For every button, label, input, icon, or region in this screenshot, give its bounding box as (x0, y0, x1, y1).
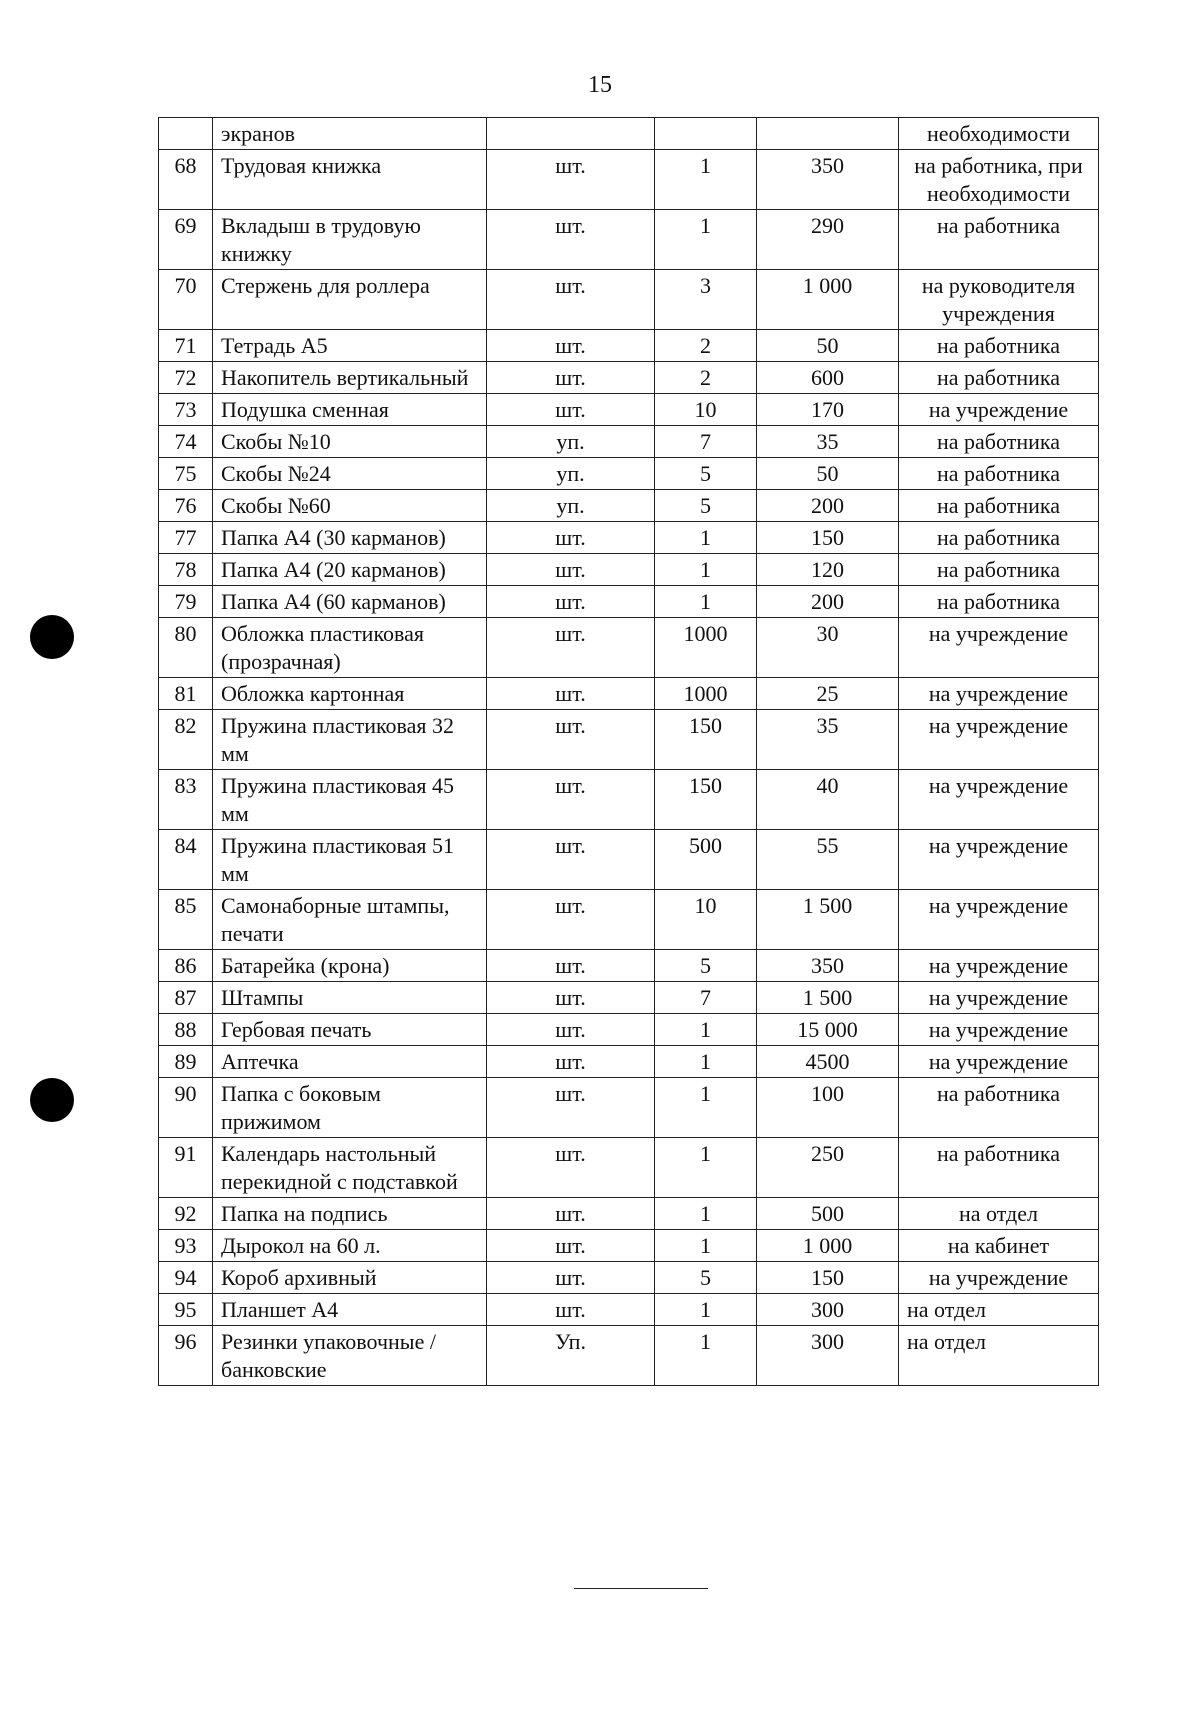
cell-note: на работника (899, 330, 1099, 362)
table-row (159, 150, 1099, 210)
table-row (159, 362, 1099, 394)
cell-item-name: Стержень для роллера (213, 270, 487, 330)
cell-item-name: Аптечка (213, 1046, 487, 1078)
cell-number: 93 (159, 1230, 213, 1262)
cell-quantity: 1 (655, 1326, 757, 1386)
cell-number: 71 (159, 330, 213, 362)
cell-item-name: Самонаборные штампы, печати (213, 890, 487, 950)
cell-quantity: 10 (655, 890, 757, 950)
cell-quantity: 1000 (655, 618, 757, 678)
cell-note: на работника (899, 522, 1099, 554)
cell-number: 94 (159, 1262, 213, 1294)
cell-number: 74 (159, 426, 213, 458)
cell-quantity: 2 (655, 330, 757, 362)
cell-item-name: Накопитель вертикальный (213, 362, 487, 394)
cell-price: 300 (757, 1294, 899, 1326)
table-row (159, 118, 1099, 150)
cell-quantity: 1 (655, 1046, 757, 1078)
table-row (159, 1262, 1099, 1294)
cell-price: 100 (757, 1078, 899, 1138)
cell-unit: шт. (487, 330, 655, 362)
cell-price: 1 500 (757, 890, 899, 950)
cell-note: на работника (899, 458, 1099, 490)
table-row (159, 1230, 1099, 1262)
table-row (159, 586, 1099, 618)
cell-number: 91 (159, 1138, 213, 1198)
cell-unit: уп. (487, 490, 655, 522)
cell-note: на кабинет (899, 1230, 1099, 1262)
cell-quantity: 150 (655, 710, 757, 770)
cell-number: 90 (159, 1078, 213, 1138)
cell-price: 50 (757, 330, 899, 362)
cell-price: 55 (757, 830, 899, 890)
cell-quantity: 1 (655, 1078, 757, 1138)
cell-number: 78 (159, 554, 213, 586)
table-row (159, 1326, 1099, 1386)
cell-number: 95 (159, 1294, 213, 1326)
cell-number: 81 (159, 678, 213, 710)
cell-price: 1 000 (757, 1230, 899, 1262)
table-row (159, 394, 1099, 426)
cell-item-name: Пружина пластиковая 32 мм (213, 710, 487, 770)
cell-unit: уп. (487, 458, 655, 490)
table-row (159, 490, 1099, 522)
cell-unit: шт. (487, 982, 655, 1014)
cell-number: 70 (159, 270, 213, 330)
cell-number: 84 (159, 830, 213, 890)
cell-item-name: Пружина пластиковая 45 мм (213, 770, 487, 830)
cell-item-name: Календарь настольный перекидной с подставкой (213, 1138, 487, 1198)
cell-item-name: Папка А4 (60 карманов) (213, 586, 487, 618)
cell-quantity: 2 (655, 362, 757, 394)
cell-item-name: Папка с боковым прижимом (213, 1078, 487, 1138)
cell-unit: шт. (487, 362, 655, 394)
cell-note: на учреждение (899, 770, 1099, 830)
cell-note: на учреждение (899, 1046, 1099, 1078)
cell-note: на отдел (899, 1326, 1099, 1386)
cell-unit: шт. (487, 1078, 655, 1138)
cell-price: 35 (757, 426, 899, 458)
cell-item-name: Скобы №60 (213, 490, 487, 522)
cell-note: на учреждение (899, 982, 1099, 1014)
cell-unit: уп. (487, 426, 655, 458)
cell-unit: шт. (487, 394, 655, 426)
cell-price: 50 (757, 458, 899, 490)
cell-item-name: Подушка сменная (213, 394, 487, 426)
cell-unit (487, 118, 655, 150)
cell-price: 500 (757, 1198, 899, 1230)
table-row (159, 710, 1099, 770)
cell-quantity: 1 (655, 586, 757, 618)
cell-unit: шт. (487, 1014, 655, 1046)
cell-quantity: 7 (655, 426, 757, 458)
cell-price: 30 (757, 618, 899, 678)
table-row (159, 330, 1099, 362)
cell-number: 77 (159, 522, 213, 554)
table-row (159, 830, 1099, 890)
cell-quantity: 5 (655, 458, 757, 490)
cell-note: на учреждение (899, 890, 1099, 950)
cell-quantity: 1 (655, 150, 757, 210)
cell-number: 69 (159, 210, 213, 270)
cell-note: на учреждение (899, 678, 1099, 710)
cell-note: на работника (899, 554, 1099, 586)
cell-price: 290 (757, 210, 899, 270)
cell-price: 1 500 (757, 982, 899, 1014)
cell-number: 96 (159, 1326, 213, 1386)
cell-note: на учреждение (899, 950, 1099, 982)
cell-price: 600 (757, 362, 899, 394)
table-row (159, 1198, 1099, 1230)
cell-item-name: Тетрадь А5 (213, 330, 487, 362)
cell-item-name: Пружина пластиковая 51 мм (213, 830, 487, 890)
cell-unit: шт. (487, 1262, 655, 1294)
cell-price: 15 000 (757, 1014, 899, 1046)
table-row (159, 770, 1099, 830)
cell-unit: шт. (487, 522, 655, 554)
cell-unit: шт. (487, 150, 655, 210)
cell-quantity: 7 (655, 982, 757, 1014)
cell-quantity: 150 (655, 770, 757, 830)
cell-unit: шт. (487, 770, 655, 830)
cell-note: на работника (899, 426, 1099, 458)
cell-price: 170 (757, 394, 899, 426)
cell-unit: шт. (487, 1046, 655, 1078)
cell-unit: шт. (487, 586, 655, 618)
cell-note: на учреждение (899, 1014, 1099, 1046)
cell-note: на работника (899, 210, 1099, 270)
cell-item-name: Резинки упаковочные / банковские (213, 1326, 487, 1386)
cell-price: 150 (757, 522, 899, 554)
cell-number (159, 118, 213, 150)
cell-price: 1 000 (757, 270, 899, 330)
cell-unit: шт. (487, 1198, 655, 1230)
cell-unit: шт. (487, 210, 655, 270)
cell-note: на учреждение (899, 618, 1099, 678)
cell-item-name: Обложка пластиковая (прозрачная) (213, 618, 487, 678)
cell-quantity: 1 (655, 1294, 757, 1326)
punch-hole (30, 1078, 74, 1122)
table-row (159, 522, 1099, 554)
cell-number: 86 (159, 950, 213, 982)
cell-number: 72 (159, 362, 213, 394)
cell-number: 87 (159, 982, 213, 1014)
cell-number: 68 (159, 150, 213, 210)
supply-table (158, 117, 1099, 1386)
table-row (159, 1078, 1099, 1138)
cell-item-name: Вкладыш в трудовую книжку (213, 210, 487, 270)
cell-item-name: Короб архивный (213, 1262, 487, 1294)
cell-quantity: 10 (655, 394, 757, 426)
table-row (159, 618, 1099, 678)
cell-price: 4500 (757, 1046, 899, 1078)
cell-unit: шт. (487, 1294, 655, 1326)
cell-unit: Уп. (487, 1326, 655, 1386)
cell-note: на работника (899, 1138, 1099, 1198)
table-row (159, 270, 1099, 330)
cell-note: на руководителя учреждения (899, 270, 1099, 330)
cell-unit: шт. (487, 270, 655, 330)
cell-number: 79 (159, 586, 213, 618)
cell-quantity: 3 (655, 270, 757, 330)
cell-number: 75 (159, 458, 213, 490)
cell-quantity: 5 (655, 490, 757, 522)
cell-note: на работника, при необходимости (899, 150, 1099, 210)
cell-number: 88 (159, 1014, 213, 1046)
cell-price: 150 (757, 1262, 899, 1294)
cell-price: 300 (757, 1326, 899, 1386)
cell-number: 85 (159, 890, 213, 950)
cell-unit: шт. (487, 890, 655, 950)
cell-quantity: 5 (655, 1262, 757, 1294)
table-row (159, 890, 1099, 950)
table-row (159, 1294, 1099, 1326)
cell-note: на учреждение (899, 710, 1099, 770)
cell-number: 83 (159, 770, 213, 830)
cell-quantity: 1000 (655, 678, 757, 710)
cell-item-name: Штампы (213, 982, 487, 1014)
cell-price: 25 (757, 678, 899, 710)
cell-price: 35 (757, 710, 899, 770)
cell-quantity: 1 (655, 554, 757, 586)
table-row (159, 1138, 1099, 1198)
table-row (159, 1046, 1099, 1078)
cell-quantity: 1 (655, 522, 757, 554)
table-body (159, 118, 1099, 1386)
cell-note: на отдел (899, 1294, 1099, 1326)
cell-price: 40 (757, 770, 899, 830)
cell-item-name: Скобы №24 (213, 458, 487, 490)
cell-note: на работника (899, 1078, 1099, 1138)
cell-unit: шт. (487, 554, 655, 586)
cell-note: на учреждение (899, 394, 1099, 426)
cell-item-name: Батарейка (крона) (213, 950, 487, 982)
cell-note: на отдел (899, 1198, 1099, 1230)
cell-item-name: Трудовая книжка (213, 150, 487, 210)
footer-divider (574, 1588, 708, 1589)
cell-price: 350 (757, 950, 899, 982)
cell-note: необходимости (899, 118, 1099, 150)
cell-price (757, 118, 899, 150)
table-row (159, 950, 1099, 982)
table-row (159, 554, 1099, 586)
cell-item-name: Планшет А4 (213, 1294, 487, 1326)
page-number: 15 (588, 72, 612, 98)
cell-item-name: Гербовая печать (213, 1014, 487, 1046)
cell-price: 250 (757, 1138, 899, 1198)
cell-item-name: Папка на подпись (213, 1198, 487, 1230)
cell-quantity: 1 (655, 1230, 757, 1262)
cell-item-name: Обложка картонная (213, 678, 487, 710)
cell-price: 350 (757, 150, 899, 210)
cell-unit: шт. (487, 1230, 655, 1262)
cell-quantity: 1 (655, 1198, 757, 1230)
table-row (159, 458, 1099, 490)
table-row (159, 982, 1099, 1014)
cell-number: 82 (159, 710, 213, 770)
cell-unit: шт. (487, 678, 655, 710)
cell-number: 73 (159, 394, 213, 426)
cell-note: на работника (899, 586, 1099, 618)
table-row (159, 210, 1099, 270)
cell-item-name: Папка А4 (30 карманов) (213, 522, 487, 554)
cell-price: 200 (757, 586, 899, 618)
cell-quantity (655, 118, 757, 150)
cell-number: 76 (159, 490, 213, 522)
cell-unit: шт. (487, 830, 655, 890)
cell-note: на учреждение (899, 830, 1099, 890)
cell-unit: шт. (487, 618, 655, 678)
cell-quantity: 1 (655, 1014, 757, 1046)
table-row (159, 678, 1099, 710)
cell-unit: шт. (487, 710, 655, 770)
cell-item-name: Папка А4 (20 карманов) (213, 554, 487, 586)
cell-note: на работника (899, 362, 1099, 394)
cell-number: 89 (159, 1046, 213, 1078)
cell-note: на работника (899, 490, 1099, 522)
cell-number: 80 (159, 618, 213, 678)
punch-hole (30, 615, 74, 659)
cell-unit: шт. (487, 1138, 655, 1198)
cell-number: 92 (159, 1198, 213, 1230)
cell-item-name: Дырокол на 60 л. (213, 1230, 487, 1262)
cell-unit: шт. (487, 950, 655, 982)
cell-item-name: Скобы №10 (213, 426, 487, 458)
cell-price: 200 (757, 490, 899, 522)
cell-price: 120 (757, 554, 899, 586)
cell-quantity: 1 (655, 210, 757, 270)
cell-quantity: 5 (655, 950, 757, 982)
cell-quantity: 500 (655, 830, 757, 890)
cell-note: на учреждение (899, 1262, 1099, 1294)
cell-item-name: экранов (213, 118, 487, 150)
table-row (159, 426, 1099, 458)
cell-quantity: 1 (655, 1138, 757, 1198)
table-row (159, 1014, 1099, 1046)
